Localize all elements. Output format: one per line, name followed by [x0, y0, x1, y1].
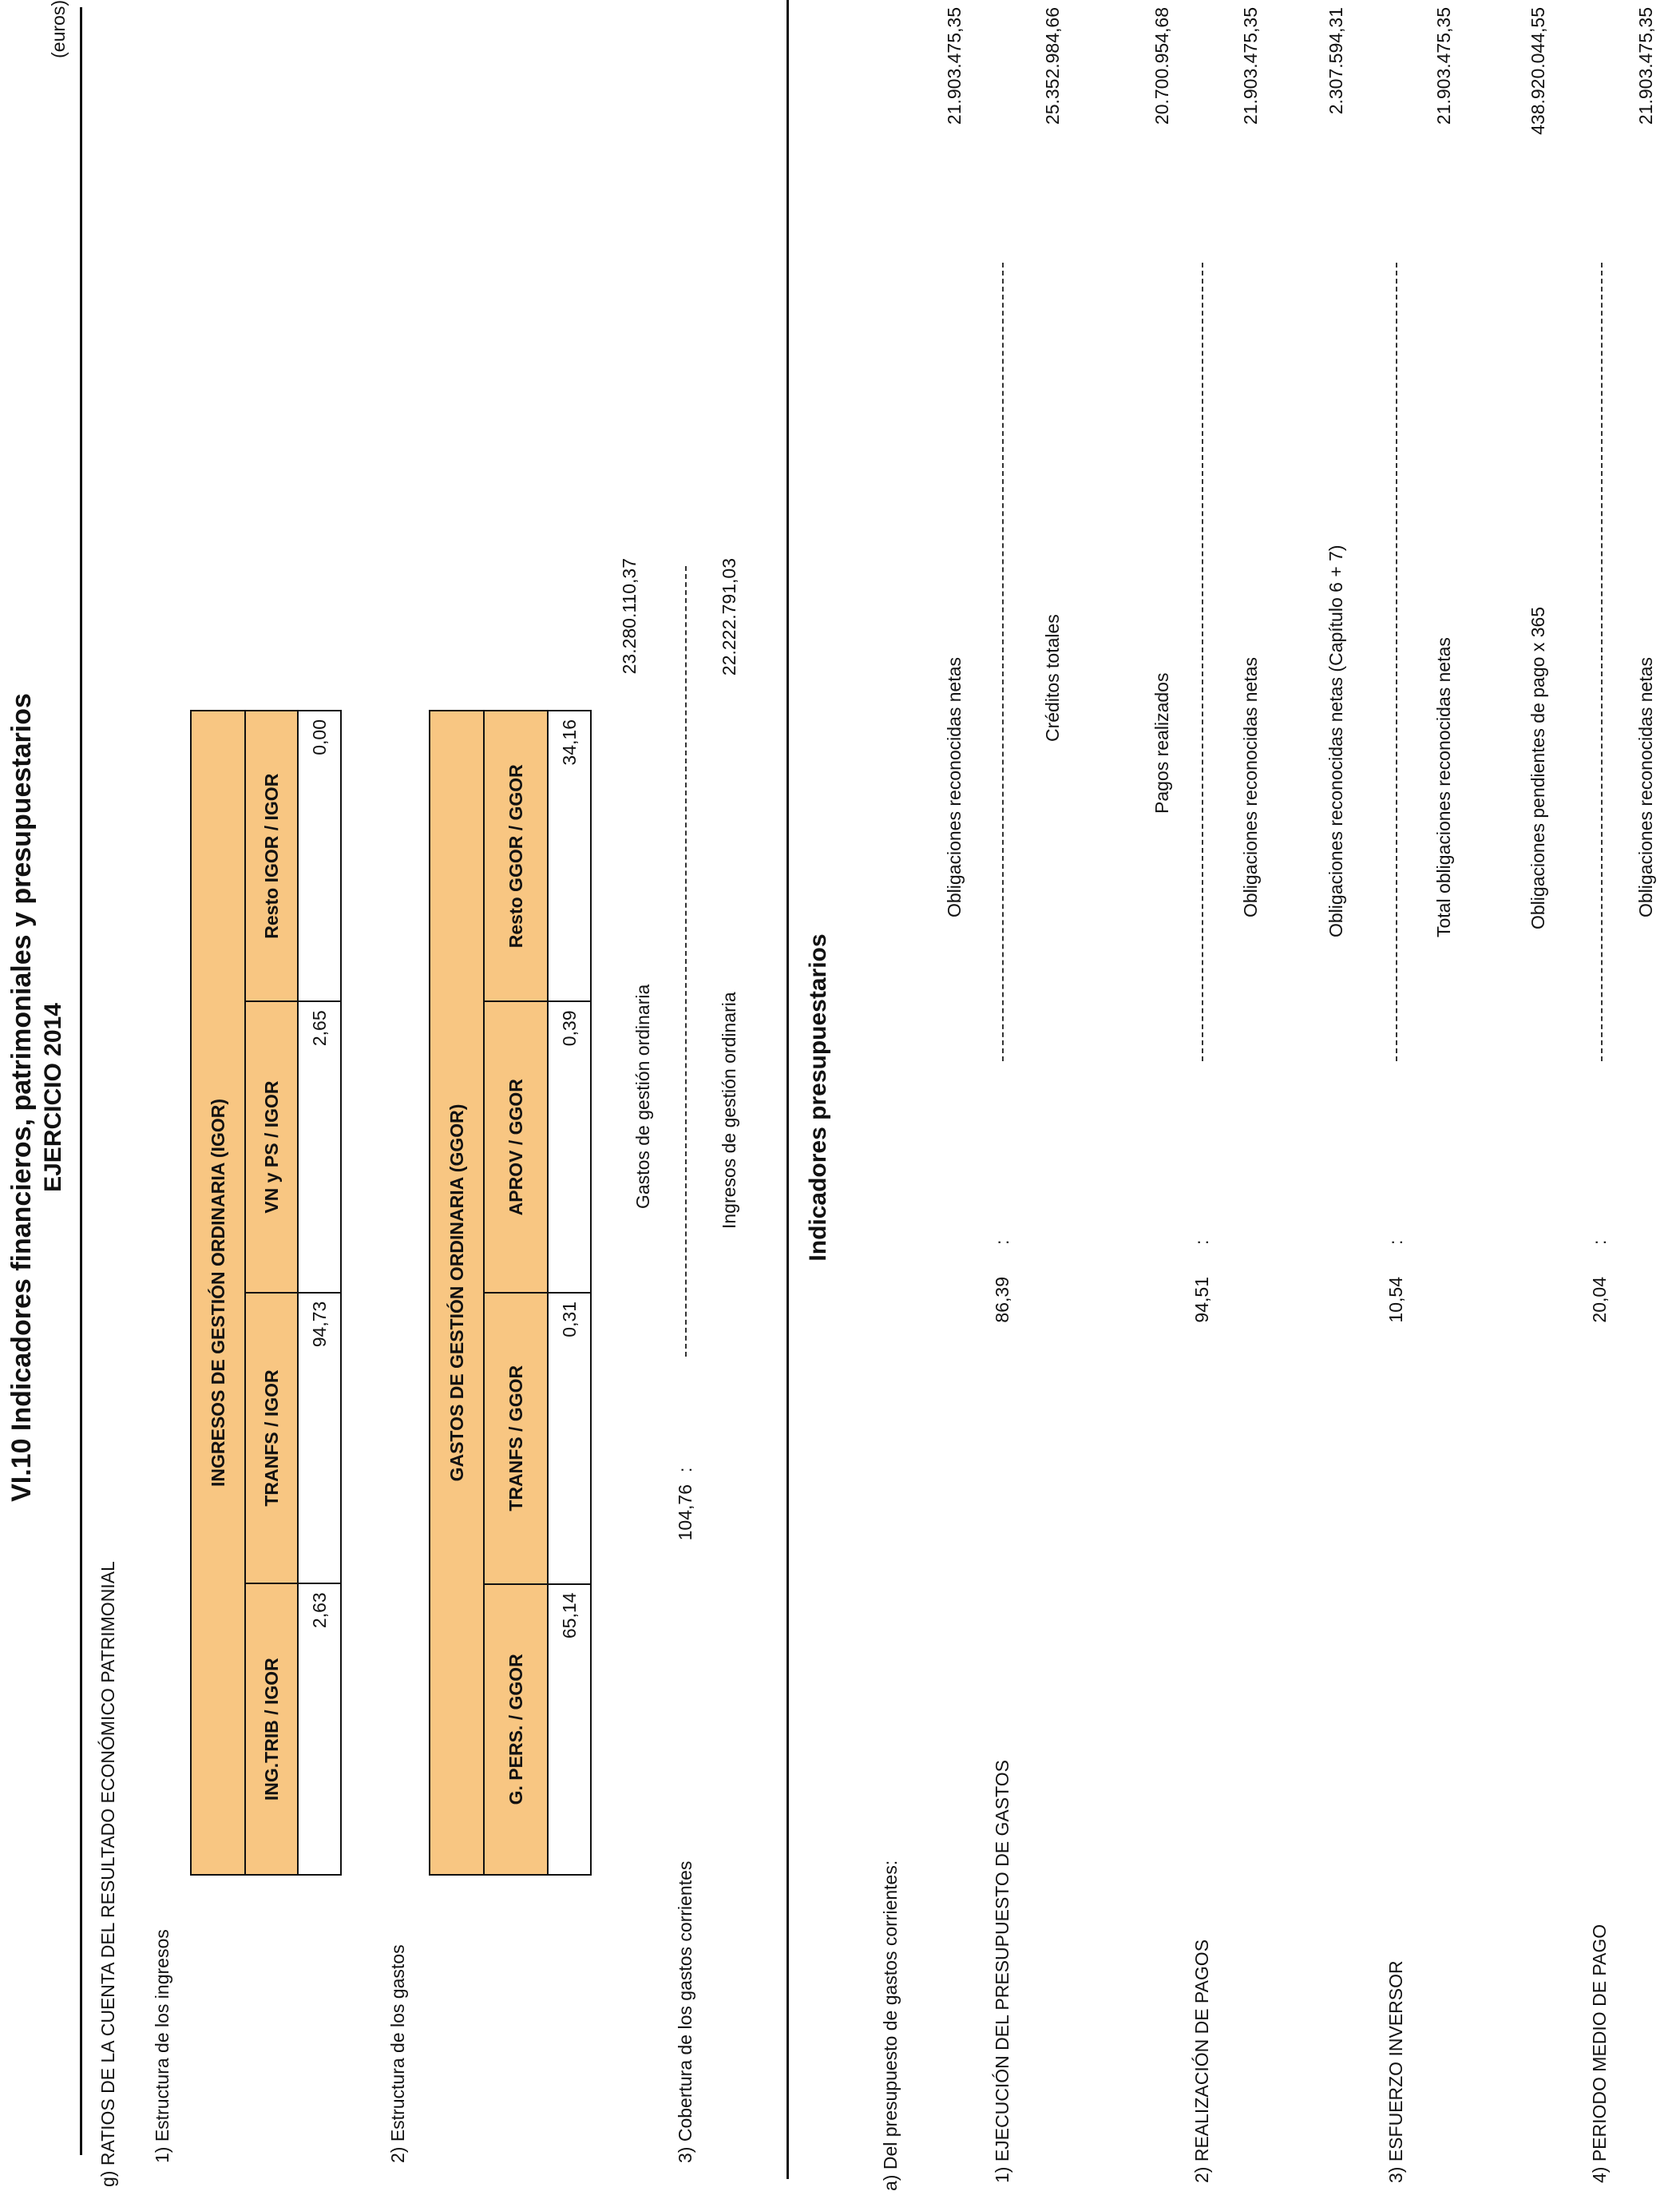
- income-table-title: INGRESOS DE GESTIÓN ORDINARIA (IGOR): [191, 711, 245, 1875]
- indicator-payments-numerator-label: Pagos realizados: [1151, 672, 1172, 814]
- expense-value-g-pers: 65,14: [548, 1584, 591, 1875]
- indicator-investment-fraction-line: [1396, 263, 1397, 1061]
- indicator-execution-numerator-value: 21.903.475,35: [944, 7, 965, 125]
- expense-value-tranfs: 0,31: [548, 1293, 591, 1584]
- indicator-payments-colon: :: [1191, 1239, 1212, 1245]
- indicator-execution-result: 86,39: [992, 1277, 1012, 1323]
- coverage-fraction-line: [685, 566, 687, 1357]
- expense-structure-table: [429, 710, 592, 1876]
- budget-intro: a) Del presupuesto de gastos corrientes:: [880, 1860, 901, 2191]
- coverage-numerator-value: 23.280.110,37: [619, 558, 640, 675]
- indicator-execution-fraction-line: [1002, 263, 1004, 1061]
- indicator-payment-period-denominator-label: Obligaciones reconocidas netas: [1635, 656, 1656, 917]
- coverage-denominator-value: 22.222.791,03: [719, 558, 739, 676]
- top-rule: [80, 7, 82, 2155]
- expense-value-resto: 34,16: [548, 711, 591, 1001]
- indicator-execution-numerator-label: Obligaciones reconocidas netas: [944, 656, 965, 917]
- expense-col-g-pers: G. PERS. / GGOR: [484, 1584, 548, 1875]
- indicator-execution-colon: :: [992, 1239, 1012, 1245]
- indicator-investment-denominator-value: 21.903.475,35: [1433, 7, 1454, 125]
- expense-table-title: GASTOS DE GESTIÓN ORDINARIA (GGOR): [430, 711, 484, 1875]
- income-structure-table: [190, 710, 342, 1876]
- income-value-vn-ps: 2,65: [298, 1001, 341, 1292]
- indicator-payment-period-numerator-value: 438.920.044,55: [1527, 7, 1548, 135]
- indicator-execution-label: 1) EJECUCIÓN DEL PRESUPUESTO DE GASTOS: [992, 1760, 1012, 2183]
- indicator-payments-denominator-value: 21.903.475,35: [1240, 7, 1261, 125]
- indicator-investment-label: 3) ESFUERZO INVERSOR: [1385, 1960, 1406, 2183]
- income-value-ing-trib: 2,63: [298, 1583, 341, 1875]
- indicator-execution-denominator-label: Créditos totales: [1042, 614, 1063, 742]
- indicator-payments-fraction-line: [1202, 263, 1203, 1061]
- income-col-ing-trib: ING.TRIB / IGOR: [245, 1583, 298, 1875]
- budget-heading: Indicadores presupuestarios: [805, 933, 831, 1262]
- page-subtitle: EJERCICIO 2014: [40, 1003, 66, 1192]
- indicator-execution-denominator-value: 25.352.984,66: [1042, 7, 1063, 125]
- income-col-tranfs: TRANFS / IGOR: [245, 1293, 298, 1584]
- expense-value-aprov: 0,39: [548, 1001, 591, 1293]
- indicator-payment-period-colon: :: [1589, 1239, 1610, 1245]
- indicator-payments-numerator-value: 20.700.954,68: [1151, 7, 1172, 125]
- income-value-tranfs: 94,73: [298, 1293, 341, 1584]
- section-rule: [787, 0, 789, 2179]
- patrimonial-heading: g) RATIOS DE LA CUENTA DEL RESULTADO ECONÓMICO PATRIMONIAL: [97, 1561, 118, 2187]
- coverage-result: 104,76: [675, 1484, 695, 1541]
- expense-col-resto: Resto GGOR / GGOR: [484, 711, 548, 1001]
- indicator-investment-denominator-label: Total obligaciones reconocidas netas: [1433, 637, 1454, 937]
- indicator-investment-numerator-value: 2.307.594,31: [1325, 7, 1346, 115]
- expense-col-aprov: APROV / GGOR: [484, 1001, 548, 1293]
- coverage-colon: :: [675, 1467, 695, 1472]
- coverage-label: 3) Cobertura de los gastos corrientes: [675, 1860, 695, 2163]
- coverage-numerator-label: Gastos de gestión ordinaria: [632, 984, 653, 1209]
- indicator-investment-numerator-label: Obligaciones reconocidas netas (Capítulo 6 + 7): [1325, 545, 1346, 937]
- indicator-investment-colon: :: [1385, 1239, 1406, 1245]
- income-col-vn-ps: VN y PS / IGOR: [245, 1001, 298, 1292]
- income-value-resto: 0,00: [298, 711, 341, 1001]
- income-structure-label: 1) Estructura de los ingresos: [152, 1929, 172, 2163]
- units-label: (euros): [48, 0, 69, 58]
- expense-structure-label: 2) Estructura de los gastos: [387, 1944, 408, 2163]
- indicator-investment-result: 10,54: [1385, 1277, 1406, 1323]
- indicator-payment-period-label: 4) PERIODO MEDIO DE PAGO: [1589, 1924, 1610, 2183]
- expense-col-tranfs: TRANFS / GGOR: [484, 1293, 548, 1584]
- indicator-payments-label: 2) REALIZACIÓN DE PAGOS: [1191, 1939, 1212, 2183]
- indicator-payments-result: 94,51: [1191, 1277, 1212, 1323]
- indicator-payment-period-denominator-value: 21.903.475,35: [1635, 7, 1656, 125]
- indicator-payment-period-numerator-label: Obligaciones pendientes de pago x 365: [1527, 606, 1548, 929]
- coverage-denominator-label: Ingresos de gestión ordinaria: [719, 992, 739, 1229]
- indicator-payments-denominator-label: Obligaciones reconocidas netas: [1240, 656, 1261, 917]
- income-col-resto: Resto IGOR / IGOR: [245, 711, 298, 1001]
- indicator-payment-period-result: 20,04: [1589, 1277, 1610, 1323]
- indicator-payment-period-fraction-line: [1601, 263, 1603, 1061]
- page-title: VI.10 Indicadores financieros, patrimoniales y presupuestarios: [6, 693, 37, 1502]
